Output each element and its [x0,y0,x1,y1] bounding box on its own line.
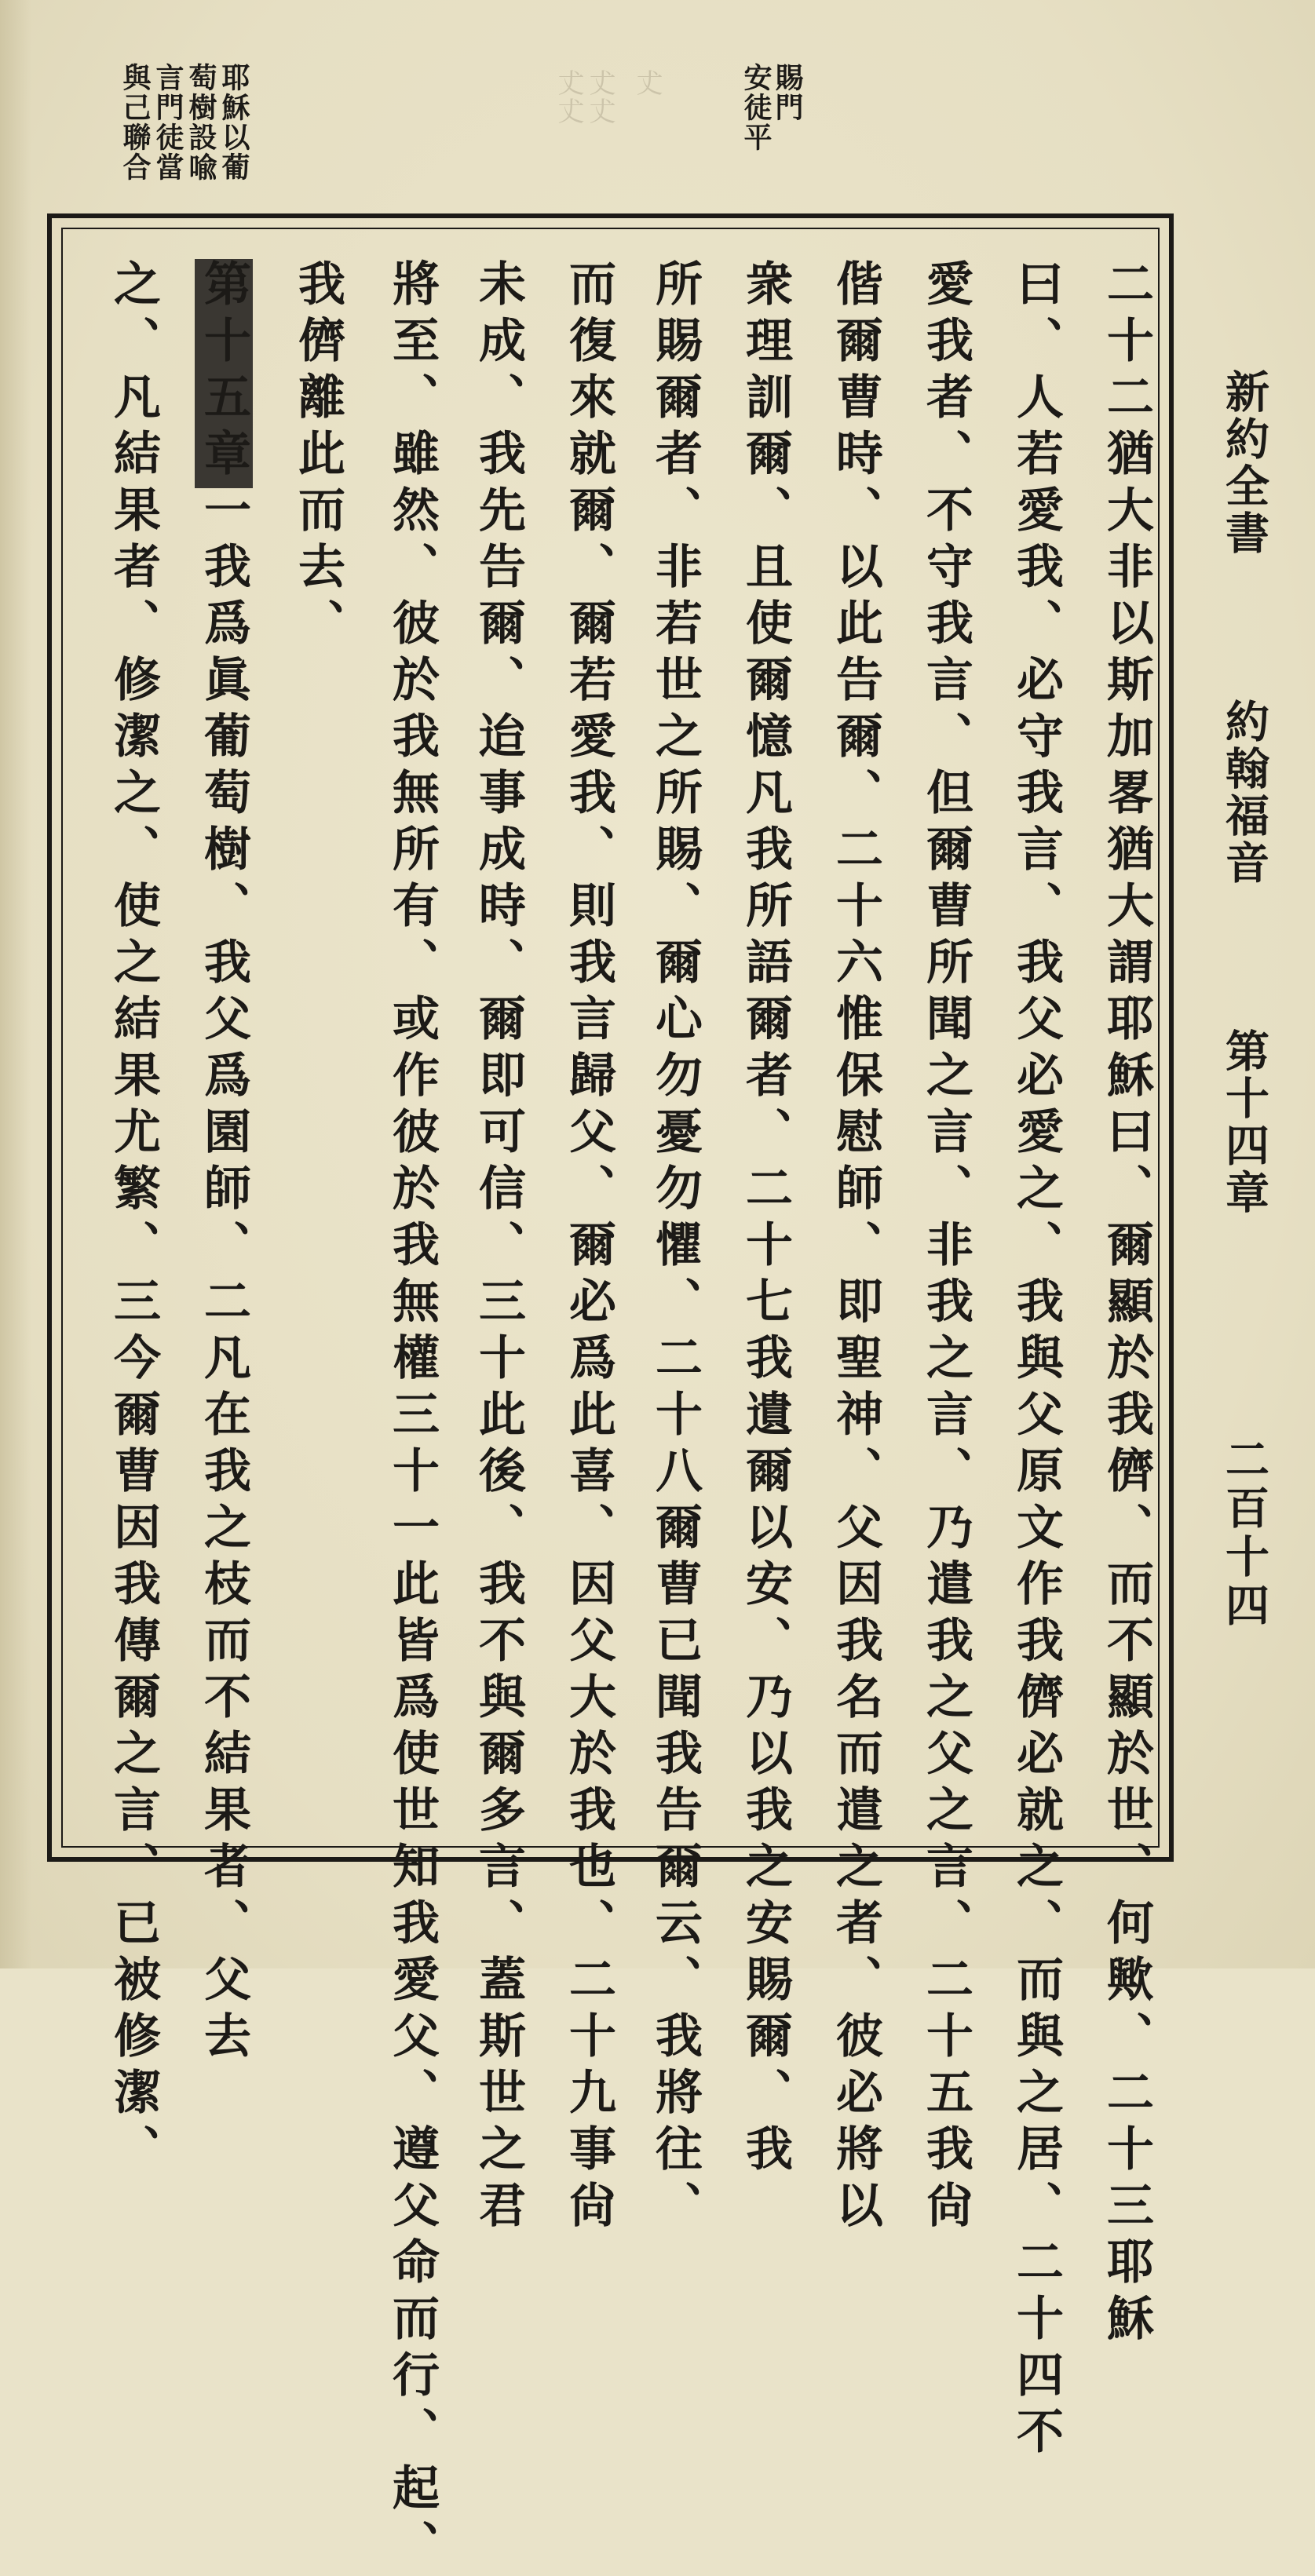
text-column: 愛我者、不守我言、但爾曹所聞之言、非我之言、乃遣我之父之言、二十五我尙 [919,259,973,2237]
text-column: 衆理訓爾、且使爾憶凡我所語爾者、二十七我遺爾以安、乃以我之安賜爾、我 [738,259,793,2180]
headnote-line: 安徒平 [740,63,773,152]
headnote-line: 耶穌以葡 [217,63,250,182]
text-column: 之、凡結果者、修潔之、使之結果尤繁、三今爾曹因我傳爾之言、已被修潔、 [106,259,161,2180]
headnote-line: 萄樹設喩 [184,63,217,182]
show-through-mark: 𠀋𠀋 [553,69,584,126]
text-column: 曰、人若愛我、必守我言、我父必愛之、我與父原文作我儕必就之、而與之居、二十四不 [1009,259,1064,2463]
running-head-book: 新約全書 [1218,369,1270,557]
show-through-mark: 𠀋𠀋 [584,69,615,126]
page-number: 二百十四 [1218,1436,1270,1631]
headnote-vine [94,63,251,212]
text-column: 未成、我先告爾、迨事成時、爾即可信、三十此後、我不與爾多言、蓋斯世之君 [471,259,526,2237]
headnote-line: 言門徒當 [152,63,184,182]
headnote-line: 賜門 [771,63,804,122]
headnote-peace [710,63,805,196]
text-column: 所賜爾者、非若世之所賜、爾心勿憂勿懼、二十八爾曹已聞我告爾云、我將往、 [648,259,703,2237]
running-head-chapter: 第十四章 [1218,1028,1270,1217]
text-column: 偕爾曹時、以此告爾、二十六惟保慰師、即聖神、父因我名而遣之者、彼必將以 [828,259,883,2237]
binding-shadow [0,0,31,1968]
running-head-gospel: 約翰福音 [1218,699,1270,887]
text-column: 而復來就爾、爾若愛我、則我言歸父、爾必爲此喜、因父大於我也、二十九事尙 [561,259,616,2237]
text-column: 將至、雖然、彼於我無所有、或作彼於我無權三十一此皆爲使世知我愛父、遵父命而行、起、 [385,259,440,2576]
text-column: 二十二猶大非以斯加畧猶大謂耶穌曰、爾顯於我儕、而不顯於世、何歟、二十三耶穌 [1099,259,1154,2350]
show-through-mark: 𠀋 [631,69,663,97]
running-head [1213,369,1276,1217]
text-column: 第十五章一我爲眞葡萄樹、我父爲園師、二凡在我之枝而不結果者、父去 [196,259,251,2067]
headnote-line: 與己聯合 [119,63,152,182]
text-column: 我儕離此而去、 [290,259,345,655]
